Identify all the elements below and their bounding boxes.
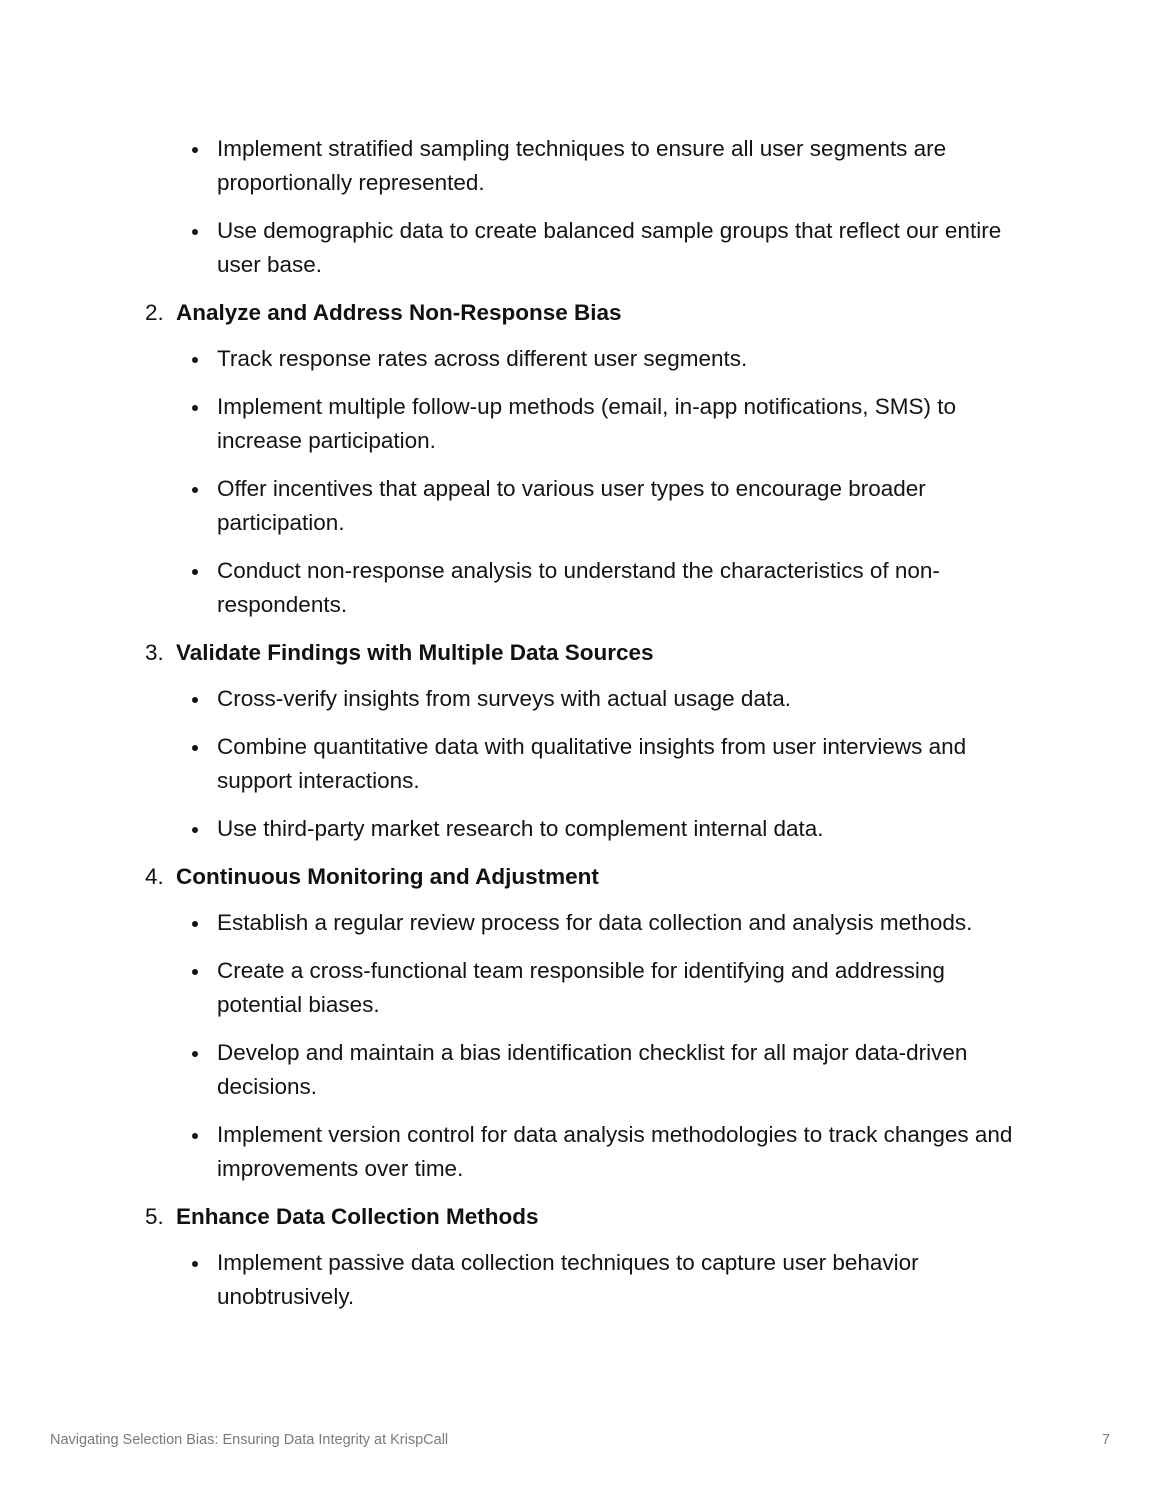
bullet-text: Conduct non-response analysis to understand the characteristics of non-respondents. bbox=[217, 558, 940, 617]
bullet-icon bbox=[192, 147, 198, 153]
bullet-icon bbox=[192, 229, 198, 235]
bullet-icon bbox=[192, 569, 198, 575]
section-number: 2. bbox=[145, 300, 164, 325]
list-item bbox=[190, 132, 1035, 200]
section-heading bbox=[145, 860, 1035, 894]
bullet-icon bbox=[192, 1133, 198, 1139]
bullet-icon bbox=[192, 1051, 198, 1057]
bullet-list bbox=[145, 682, 1035, 846]
list-item bbox=[190, 906, 1035, 940]
list-item bbox=[190, 1118, 1035, 1186]
bullet-text: Implement multiple follow-up methods (email, in-app notifications, SMS) to increase participation. bbox=[217, 394, 957, 453]
list-item bbox=[190, 472, 1035, 540]
bullet-text: Implement stratified sampling techniques to ensure all user segments are proportionally represented. bbox=[217, 136, 947, 195]
bullet-icon bbox=[192, 827, 198, 833]
list-item bbox=[190, 342, 1035, 376]
bullet-list bbox=[145, 342, 1035, 622]
bullet-icon bbox=[192, 1261, 198, 1267]
section-title: Enhance Data Collection Methods bbox=[176, 1204, 539, 1229]
bullet-icon bbox=[192, 487, 198, 493]
bullet-text: Create a cross-functional team responsible for identifying and addressing potential biases. bbox=[217, 958, 945, 1017]
bullet-icon bbox=[192, 969, 198, 975]
list-item bbox=[190, 1246, 1035, 1314]
section-4 bbox=[145, 860, 1035, 1186]
bullet-text: Use demographic data to create balanced sample groups that reflect our entire user base. bbox=[217, 218, 1002, 277]
bullet-text: Cross-verify insights from surveys with actual usage data. bbox=[217, 686, 791, 711]
section-heading bbox=[145, 296, 1035, 330]
section-heading bbox=[145, 1200, 1035, 1234]
bullet-list bbox=[145, 906, 1035, 1186]
list-item bbox=[190, 214, 1035, 282]
list-item bbox=[190, 954, 1035, 1022]
list-item bbox=[190, 390, 1035, 458]
bullet-icon bbox=[192, 745, 198, 751]
section-5 bbox=[145, 1200, 1035, 1314]
intro-bullet-list bbox=[145, 132, 1035, 282]
bullet-list bbox=[145, 1246, 1035, 1314]
bullet-text: Implement version control for data analysis methodologies to track changes and improvements over time. bbox=[217, 1122, 1013, 1181]
bullet-text: Combine quantitative data with qualitative insights from user interviews and support interactions. bbox=[217, 734, 967, 793]
list-item bbox=[190, 812, 1035, 846]
section-number: 4. bbox=[145, 864, 164, 889]
page-number: 7 bbox=[1101, 1432, 1110, 1448]
bullet-text: Implement passive data collection techniques to capture user behavior unobtrusively. bbox=[217, 1250, 919, 1309]
bullet-text: Develop and maintain a bias identification checklist for all major data-driven decisions. bbox=[217, 1040, 968, 1099]
list-item bbox=[190, 554, 1035, 622]
bullet-icon bbox=[192, 405, 198, 411]
section-2 bbox=[145, 296, 1035, 622]
list-item bbox=[190, 682, 1035, 716]
bullet-text: Offer incentives that appeal to various user types to encourage broader participation. bbox=[217, 476, 926, 535]
bullet-icon bbox=[192, 357, 198, 363]
page-content bbox=[145, 132, 1035, 1328]
bullet-text: Establish a regular review process for data collection and analysis methods. bbox=[217, 910, 973, 935]
section-title: Continuous Monitoring and Adjustment bbox=[176, 864, 599, 889]
section-title: Validate Findings with Multiple Data Sources bbox=[176, 640, 654, 665]
section-number: 5. bbox=[145, 1204, 164, 1229]
bullet-icon bbox=[192, 697, 198, 703]
bullet-text: Track response rates across different user segments. bbox=[217, 346, 748, 371]
footer-document-title: Navigating Selection Bias: Ensuring Data Integrity at KrispCall bbox=[50, 1432, 449, 1448]
section-heading bbox=[145, 636, 1035, 670]
list-item bbox=[190, 1036, 1035, 1104]
section-number: 3. bbox=[145, 640, 164, 665]
bullet-text: Use third-party market research to complement internal data. bbox=[217, 816, 824, 841]
section-title: Analyze and Address Non-Response Bias bbox=[176, 300, 622, 325]
section-3 bbox=[145, 636, 1035, 846]
bullet-icon bbox=[192, 921, 198, 927]
list-item bbox=[190, 730, 1035, 798]
